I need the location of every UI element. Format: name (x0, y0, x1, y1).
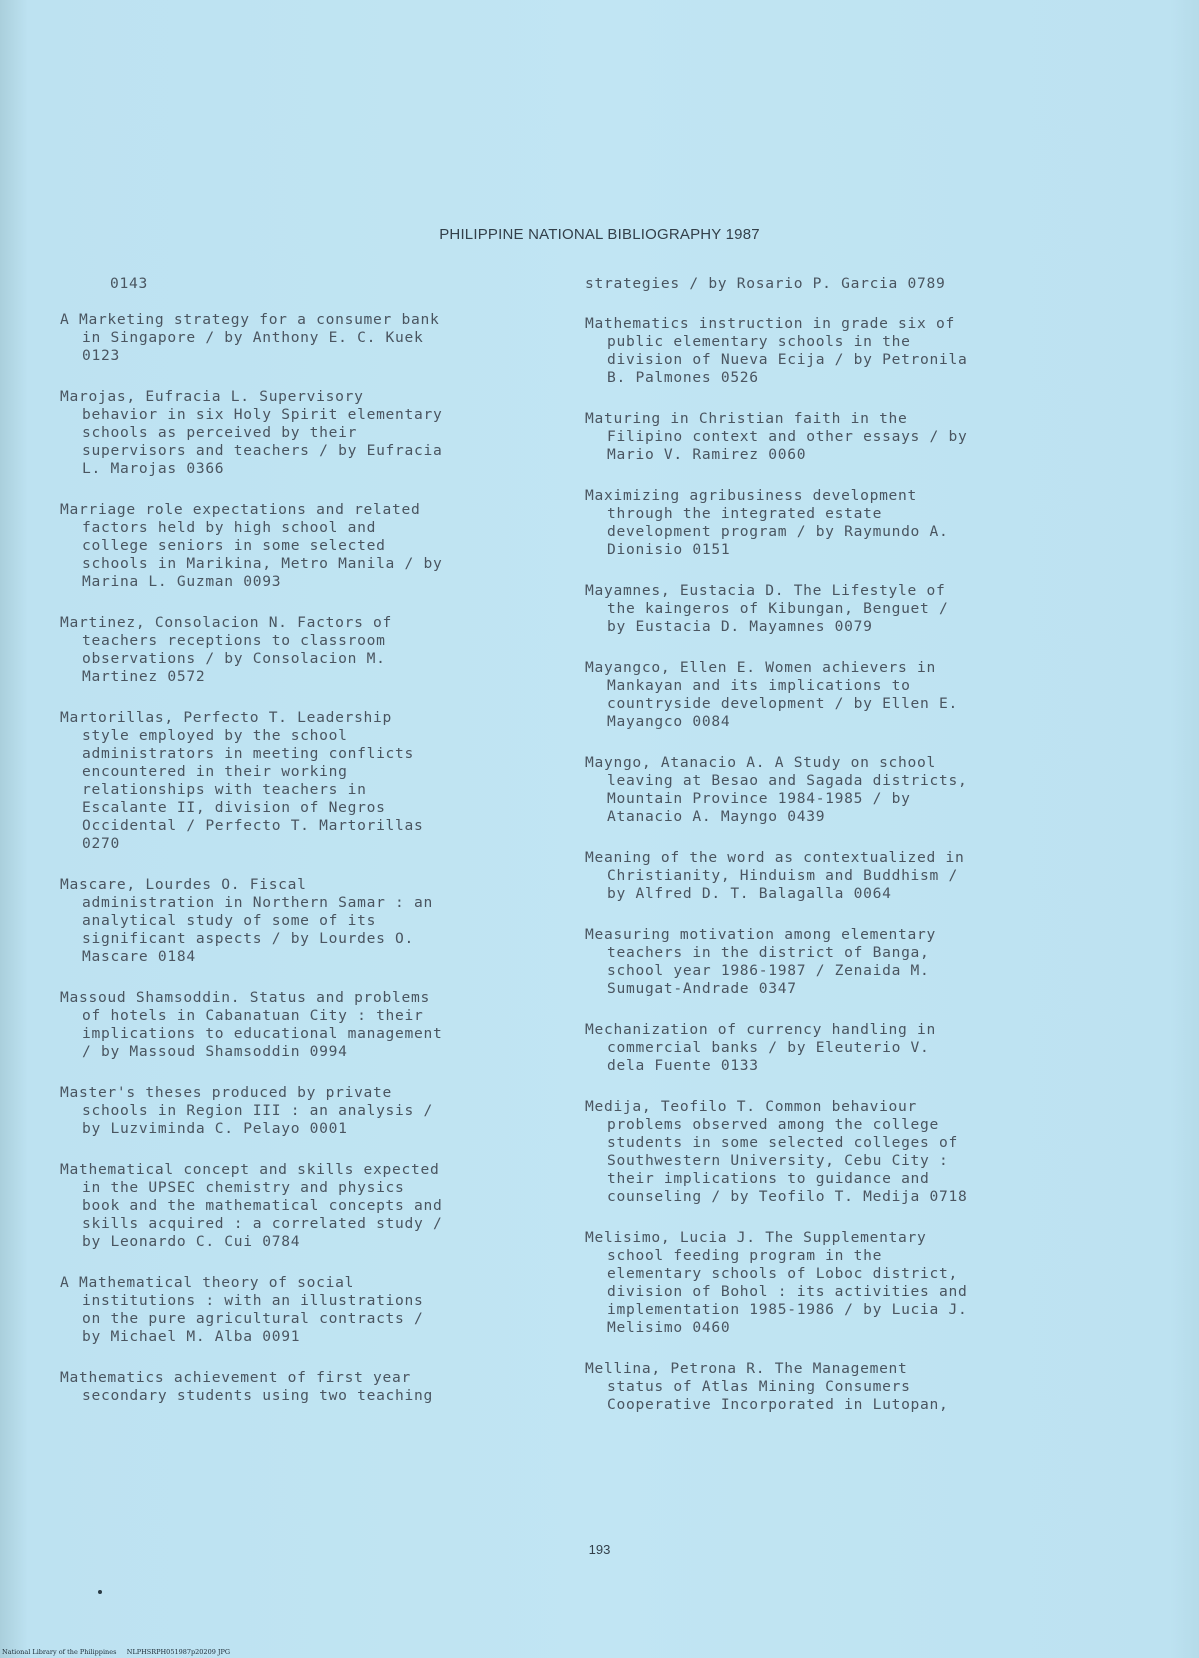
entry-line: 0123 (82, 347, 120, 364)
entry-line: Dionisio 0151 (607, 541, 731, 558)
bibliography-entry (60, 1274, 560, 1346)
entry-line: Mechanization of currency handling in (585, 1021, 936, 1038)
entry-line: division of Nueva Ecija / by Petronila (607, 351, 968, 368)
bibliography-entry (585, 315, 1085, 387)
entry-line: Filipino context and other essays / by (607, 428, 968, 445)
entry-line: elementary schools of Loboc district, (607, 1265, 958, 1282)
bibliography-entry (585, 754, 1085, 826)
entry-line: encountered in their working (82, 763, 348, 780)
left-column (60, 275, 560, 1428)
entry-line: by Michael M. Alba 0091 (82, 1328, 301, 1345)
entry-line: Mayngo, Atanacio A. A Study on school (585, 754, 936, 771)
entry-line: Martinez, Consolacion N. Factors of (60, 614, 393, 631)
entry-line: counseling / by Teofilo T. Medija 0718 (607, 1188, 968, 1205)
bibliography-entry (585, 1098, 1085, 1206)
entry-line: Mayangco, Ellen E. Women achievers in (585, 659, 936, 676)
bibliography-entry (585, 1360, 1085, 1414)
entry-line: relationships with teachers in (82, 781, 367, 798)
entry-line: observations / by Consolacion M. (82, 650, 386, 667)
entry-line: secondary students using two teaching (82, 1387, 433, 1404)
bibliography-entry (585, 849, 1085, 903)
bibliography-entry (585, 410, 1085, 464)
entry-line: Mellina, Petrona R. The Management (585, 1360, 908, 1377)
entry-line: in Singapore / by Anthony E. C. Kuek (82, 329, 424, 346)
entry-line: Southwestern University, Cebu City : (607, 1152, 949, 1169)
entry-line: schools in Region III : an analysis / (82, 1102, 433, 1119)
bibliography-entry (585, 582, 1085, 636)
entry-line: Christianity, Hinduism and Buddhism / (607, 867, 958, 884)
scan-caption: National Library of the Philippines NLPHSRPH051987p20209 JPG (2, 1648, 231, 1656)
entry-line: Martinez 0572 (82, 668, 206, 685)
entry-line: Escalante II, division of Negros (82, 799, 386, 816)
bibliography-entry (60, 709, 560, 853)
entry-line: skills acquired : a correlated study / (82, 1215, 443, 1232)
right-entries (585, 315, 1085, 1414)
entry-line: countryside development / by Ellen E. (607, 695, 958, 712)
entry-line: style employed by the school (82, 727, 348, 744)
entry-line: Occidental / Perfecto T. Martorillas (82, 817, 424, 834)
entry-line: B. Palmones 0526 (607, 369, 759, 386)
bibliography-entry (585, 926, 1085, 998)
entry-line: the kaingeros of Kibungan, Benguet / (607, 600, 949, 617)
bibliography-entry (585, 1229, 1085, 1337)
entry-line: Maximizing agribusiness development (585, 487, 918, 504)
entry-line: Martorillas, Perfecto T. Leadership (60, 709, 393, 726)
bibliography-entry (585, 659, 1085, 731)
entry-line: Medija, Teofilo T. Common behaviour (585, 1098, 918, 1115)
entry-line: Massoud Shamsoddin. Status and problems (60, 989, 430, 1006)
bibliography-entry (585, 487, 1085, 559)
entry-line: L. Marojas 0366 (82, 460, 225, 477)
entry-line: administrators in meeting conflicts (82, 745, 415, 762)
entry-line: implementation 1985-1986 / by Lucia J. (607, 1301, 968, 1318)
entry-line: Mayamnes, Eustacia D. The Lifestyle of (585, 582, 946, 599)
entry-line: significant aspects / by Lourdes O. (82, 930, 415, 947)
entry-line: A Mathematical theory of social (60, 1274, 355, 1291)
entry-line: Mankayan and its implications to (607, 677, 911, 694)
entry-line: Mountain Province 1984-1985 / by (607, 790, 911, 807)
page-title: PHILIPPINE NATIONAL BIBLIOGRAPHY 1987 (439, 226, 760, 243)
entry-line: by Leonardo C. Cui 0784 (82, 1233, 301, 1250)
entry-line: supervisors and teachers / by Eufracia (82, 442, 443, 459)
entry-line: Marojas, Eufracia L. Supervisory (60, 388, 364, 405)
entry-line: teachers receptions to classroom (82, 632, 386, 649)
entry-line: through the integrated estate (607, 505, 883, 522)
right-column (585, 275, 1085, 1437)
entry-line: / by Massoud Shamsoddin 0994 (82, 1043, 348, 1060)
bibliography-entry (60, 1369, 560, 1405)
entry-line: analytical study of some of its (82, 912, 377, 929)
scan-speck (98, 1590, 102, 1594)
entry-line: Maturing in Christian faith in the (585, 410, 908, 427)
entry-line: Mayangco 0084 (607, 713, 731, 730)
continuation-line: strategies / by Rosario P. Garcia 0789 (585, 275, 946, 292)
entry-line: institutions : with an illustrations (82, 1292, 424, 1309)
entry-line: division of Bohol : its activities and (607, 1283, 968, 1300)
bibliography-entry (60, 388, 560, 478)
entry-line: in the UPSEC chemistry and physics (82, 1179, 405, 1196)
entry-line: Mathematical concept and skills expected (60, 1161, 440, 1178)
entry-line: schools in Marikina, Metro Manila / by (82, 555, 443, 572)
entry-line: status of Atlas Mining Consumers (607, 1378, 911, 1395)
entry-line: behavior in six Holy Spirit elementary (82, 406, 443, 423)
entry-line: problems observed among the college (607, 1116, 940, 1133)
entry-line: Master's theses produced by private (60, 1084, 393, 1101)
entry-line: of hotels in Cabanatuan City : their (82, 1007, 424, 1024)
entry-line: school year 1986-1987 / Zenaida M. (607, 962, 930, 979)
entry-line: by Alfred D. T. Balagalla 0064 (607, 885, 892, 902)
entry-line: on the pure agricultural contracts / (82, 1310, 424, 1327)
entry-line: commercial banks / by Eleuterio V. (607, 1039, 930, 1056)
entry-line: Mathematics instruction in grade six of (585, 315, 955, 332)
entry-line: students in some selected colleges of (607, 1134, 958, 1151)
entry-line: Mario V. Ramirez 0060 (607, 446, 807, 463)
entry-line: teachers in the district of Banga, (607, 944, 930, 961)
entry-line: by Luzviminda C. Pelayo 0001 (82, 1120, 348, 1137)
entry-line: their implications to guidance and (607, 1170, 930, 1187)
entry-line: Marina L. Guzman 0093 (82, 573, 282, 590)
top-code: 0143 (110, 275, 148, 292)
bibliography-entry (60, 876, 560, 966)
entry-line: development program / by Raymundo A. (607, 523, 949, 540)
continuation-text (585, 275, 1085, 293)
entry-line: Melisimo 0460 (607, 1319, 731, 1336)
entry-line: factors held by high school and (82, 519, 377, 536)
entry-line: Cooperative Incorporated in Lutopan, (607, 1396, 949, 1413)
bibliography-entry (60, 614, 560, 686)
entry-line: Mascare 0184 (82, 948, 196, 965)
entry-line: administration in Northern Samar : an (82, 894, 433, 911)
bibliography-entry (585, 1021, 1085, 1075)
entry-line: leaving at Besao and Sagada districts, (607, 772, 968, 789)
entry-line: 0270 (82, 835, 120, 852)
entry-line: Mathematics achievement of first year (60, 1369, 411, 1386)
entry-line: Meaning of the word as contextualized in (585, 849, 965, 866)
entry-line: Melisimo, Lucia J. The Supplementary (585, 1229, 927, 1246)
entry-line: Mascare, Lourdes O. Fiscal (60, 876, 307, 893)
entry-line: book and the mathematical concepts and (82, 1197, 443, 1214)
bibliography-entry (60, 1084, 560, 1138)
entry-line: A Marketing strategy for a consumer bank (60, 311, 440, 328)
entry-line: Atanacio A. Mayngo 0439 (607, 808, 826, 825)
bibliography-entry (60, 989, 560, 1061)
entry-line: by Eustacia D. Mayamnes 0079 (607, 618, 873, 635)
entry-line: dela Fuente 0133 (607, 1057, 759, 1074)
bibliography-entry (60, 311, 560, 365)
page-number: 193 (588, 1542, 611, 1557)
left-entries (60, 311, 560, 1405)
entry-line: Measuring motivation among elementary (585, 926, 936, 943)
entry-line: Marriage role expectations and related (60, 501, 421, 518)
bibliography-entry (60, 501, 560, 591)
entry-line: college seniors in some selected (82, 537, 386, 554)
entry-line: implications to educational management (82, 1025, 443, 1042)
entry-line: public elementary schools in the (607, 333, 911, 350)
entry-line: school feeding program in the (607, 1247, 883, 1264)
bibliography-entry (60, 1161, 560, 1251)
entry-line: schools as perceived by their (82, 424, 358, 441)
entry-line: Sumugat-Andrade 0347 (607, 980, 797, 997)
